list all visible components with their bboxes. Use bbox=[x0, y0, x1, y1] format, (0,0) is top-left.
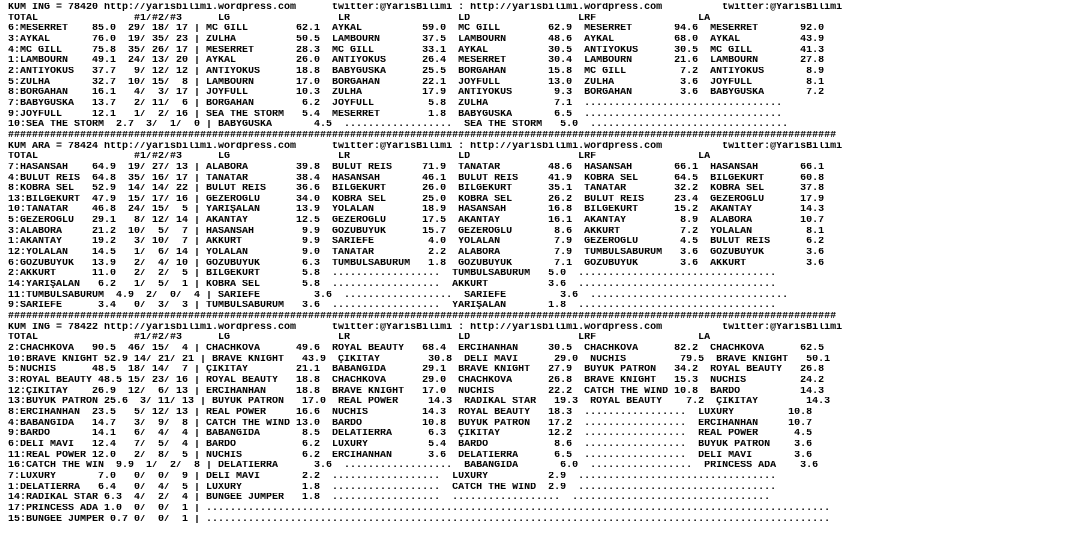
ranking-row: 6:GÖZÜBÜYÜK 13.9 2/ 4/ 10 | GÖZÜBÜYÜK 6.3 TUMBULSABURUM 1.8 GÖZÜBÜYÜK 7.1 GÖZÜBÜYÜK 3.6 AKKURT 3.6 bbox=[8, 258, 825, 269]
ranking-row: 10:SEA THE STORM 2.7 3/ 1/ 0 | BABYGUSKA 4.5 .................. SEA THE STORM 5.0 ................................. bbox=[8, 120, 789, 131]
column-header-line: TOTAL #1/#2/#3 LG LR LD LRF LA bbox=[8, 333, 711, 344]
ranking-row: 9:SARIEFE 3.4 0/ 3/ 3 | TUMBULSABURUM 3.6 .................. YARIŞALAN 1.8 ................................. bbox=[8, 301, 777, 312]
ranking-row: 2:AKKURT 11.0 2/ 2/ 5 | BİLGEKURT 5.8 .................. TUMBULSABURUM 5.0 ................................. bbox=[8, 269, 777, 280]
ranking-row: 3:AYKAL 76.0 19/ 35/ 23 | ZÜLHA 50.5 LAMBOURN 37.5 LAMBOURN 48.6 AYKAL 68.0 AYKAL 43.9 bbox=[8, 34, 825, 45]
ranking-row: 6:DELİ MAVİ 12.4 7/ 5/ 4 | BARDO 6.2 LUXURY 5.4 BARDO 8.6 ................. BÜYÜK PATRON 3.6 bbox=[8, 439, 813, 450]
ranking-row: 13:BİLGEKURT 47.9 15/ 17/ 16 | GEZEROĞLU 34.0 KOBRA SEL 25.0 KOBRA SEL 26.2 BULUT REİS 23.4 GEZEROĞLU 17.9 bbox=[8, 194, 825, 205]
ranking-row: 13:BÜYÜK PATRON 25.6 3/ 11/ 13 | BÜYÜK PATRON 17.0 REAL POWER 14.3 RADIKAL STAR 19.3 ROYAL BEAUTY 7.2 ÇİKİTAY 14.3 bbox=[8, 397, 831, 408]
ranking-row: 11:TUMBULSABURUM 4.9 2/ 0/ 4 | SARIEFE 3.6 .................. SARIEFE 3.6 ................................. bbox=[8, 290, 789, 301]
ranking-row: 6:MESERRET 85.0 29/ 18/ 17 | MC GILL 62.1 AYKAL 59.0 MC GILL 62.9 MESERRET 94.6 MESERRET 92.0 bbox=[8, 24, 825, 35]
ranking-row: 4:MC GILL 75.8 35/ 26/ 17 | MESERRET 28.3 MC GILL 33.1 AYKAL 30.5 ANTIYOKUS 30.5 MC GILL 41.3 bbox=[8, 45, 825, 56]
ranking-row: 8:BORGAHAN 16.1 4/ 3/ 17 | JOYFULL 10.3 ZÜLHA 17.9 ANTIYOKUS 9.3 BORGAHAN 3.6 BABYGUSKA 7.2 bbox=[8, 88, 825, 99]
ranking-row: 12:YOLALAN 14.5 1/ 6/ 14 | YOLALAN 9.0 TANATAR 2.2 ALABORA 7.9 TUMBULSABURUM 3.6 GÖZÜBÜYÜK 3.6 bbox=[8, 248, 825, 259]
ranking-row: 14:YARIŞALAN 6.2 1/ 5/ 1 | KOBRA SEL 5.8 .................. AKKURT 3.6 ................................. bbox=[8, 280, 777, 291]
ranking-row: 10:TANATAR 46.8 24/ 15/ 5 | YARIŞALAN 13.9 YOLALAN 18.9 HASANSAH 16.8 BİLGEKURT 15.2 AKANTAY 14.3 bbox=[8, 205, 825, 216]
ranking-row: 1:LAMBOURN 49.1 24/ 13/ 20 | AYKAL 26.0 ANTIYOKUS 26.4 MESERRET 30.4 LAMBOURN 21.6 LAMBOURN 27.8 bbox=[8, 56, 825, 67]
column-header-line: TOTAL #1/#2/#3 LG LR LD LRF LA bbox=[8, 13, 711, 24]
ranking-row: 5:GEZEROĞLU 29.1 8/ 12/ 14 | AKANTAY 12.5 GEZEROĞLU 17.5 AKANTAY 16.1 AKANTAY 8.9 ALABORA 10.7 bbox=[8, 216, 825, 227]
section-divider: ########################################################################################################################################## bbox=[8, 130, 837, 141]
ranking-row: 17:PRINCESS ADA 1.0 0/ 0/ 1 | ........................................................................................................ bbox=[8, 503, 831, 514]
ranking-row: 8:ERCİHANHAN 23.5 5/ 12/ 13 | REAL POWER 16.6 NUCHIS 14.3 ROYAL BEAUTY 18.3 ................. LUXURY 10.8 bbox=[8, 407, 813, 418]
race-header-line: KUM ARA = 78424 http://yarisbilimi.wordpress.com twitter:@YarisBilimi : http://yarisbilimi.wordpress.com twitter:@YarisBilimi bbox=[8, 141, 843, 152]
ranking-row: 1:DELATIERRA 6.4 0/ 4/ 5 | LUXURY 1.8 .................. CATCH THE WIND 2.9 ................................. bbox=[8, 482, 777, 493]
ranking-row: 9:BARDO 14.1 6/ 4/ 4 | BABANGİDA 8.5 DELATIERRA 6.3 ÇİKİTAY 12.2 ................. REAL POWER 4.5 bbox=[8, 429, 813, 440]
ranking-row: 5:NUCHIS 48.5 18/ 14/ 7 | ÇİKİTAY 21.1 BABANGİDA 29.1 BRAVE KNIGHT 27.9 BÜYÜK PATRON 34.2 ROYAL BEAUTY 26.8 bbox=[8, 365, 825, 376]
race-header-line: KUM ING = 78422 http://yarisbilimi.wordpress.com twitter:@YarisBilimi : http://yarisbilimi.wordpress.com twitter:@YarisBilimi bbox=[8, 322, 843, 333]
ranking-row: 7:HASANSAH 64.9 19/ 27/ 13 | ALABORA 39.8 BULUT REİS 71.9 TANATAR 48.6 HASANSAH 66.1 HASANSAH 66.1 bbox=[8, 162, 825, 173]
ranking-row: 1:AKANTAY 19.2 3/ 10/ 7 | AKKURT 9.9 SARIEFE 4.0 YOLALAN 7.9 GEZEROĞLU 4.5 BULUT REİS 6.2 bbox=[8, 237, 825, 248]
ranking-row: 2:ANTIYOKUS 37.7 9/ 12/ 12 | ANTIYOKUS 18.8 BABYGUSKA 25.5 BORGAHAN 15.8 MC GILL 7.2 ANTIYOKUS 8.9 bbox=[8, 66, 825, 77]
ranking-row: 9:JOYFULL 12.1 1/ 2/ 16 | SEA THE STORM 5.4 MESERRET 1.8 BABYGUSKA 6.5 ................................. bbox=[8, 109, 783, 120]
ranking-row: 10:BRAVE KNIGHT 52.9 14/ 21/ 21 | BRAVE KNIGHT 43.9 ÇİKİTAY 30.8 DELİ MAVİ 29.0 NUCHIS 79.5 BRAVE KNIGHT 50.1 bbox=[8, 354, 831, 365]
ranking-row: 5:ZÜLHA 32.7 10/ 15/ 8 | LAMBOURN 17.0 BORGAHAN 22.1 JOYFULL 13.0 ZÜLHA 3.6 JOYFULL 8.1 bbox=[8, 77, 825, 88]
column-header-line: TOTAL #1/#2/#3 LG LR LD LRF LA bbox=[8, 152, 711, 163]
ranking-row: 4:BULUT REİS 64.8 35/ 16/ 17 | TANATAR 38.4 HASANSAH 46.1 BULUT REİS 41.9 KOBRA SEL 64.5 BİLGEKURT 60.8 bbox=[8, 173, 825, 184]
ranking-row: 4:BABANGİDA 14.7 3/ 9/ 8 | CATCH THE WIND 13.0 BARDO 10.8 BÜYÜK PATRON 17.2 ................. ERCİHANHAN 10.7 bbox=[8, 418, 813, 429]
section-divider: ########################################################################################################################################## bbox=[8, 312, 837, 323]
ranking-row: 7:LUXURY 7.0 0/ 0/ 9 | DELİ MAVİ 2.2 .................. LUXURY 2.9 ................................. bbox=[8, 471, 777, 482]
ranking-row: 7:BABYGUSKA 13.7 2/ 11/ 6 | BORGAHAN 6.2 JOYFULL 5.8 ZÜLHA 7.1 ................................. bbox=[8, 98, 783, 109]
ranking-row: 15:BUNGEE JUMPER 0.7 0/ 0/ 1 | ........................................................................................................ bbox=[8, 514, 831, 525]
ranking-row: 3:ROYAL BEAUTY 48.5 15/ 23/ 16 | ROYAL BEAUTY 18.8 CHACHKOVA 29.0 CHACHKOVA 26.8 BRAVE KNIGHT 15.3 NUCHIS 24.2 bbox=[8, 375, 825, 386]
ranking-row: 2:CHACHKOVA 90.5 46/ 15/ 4 | CHACHKOVA 49.6 ROYAL BEAUTY 68.4 ERCİHANHAN 30.5 CHACHKOVA 82.2 CHACHKOVA 62.5 bbox=[8, 344, 825, 354]
ranking-row: 12:ÇİKİTAY 26.9 12/ 6/ 13 | ERCİHANHAN 18.8 BRAVE KNIGHT 17.0 NUCHIS 22.2 CATCH THE WIND 10.8 BARDO 14.3 bbox=[8, 386, 825, 397]
ranking-row: 16:CATCH THE WIN 9.9 1/ 2/ 8 | DELATIERRA 3.6 .................. BABANGİDA 6.0 ................. PRINCESS ADA 3.6 bbox=[8, 461, 819, 472]
ranking-row: 3:ALABORA 21.2 10/ 5/ 7 | HASANSAH 9.9 GÖZÜBÜYÜK 15.7 GEZEROĞLU 8.6 AKKURT 7.2 YOLALAN 8.1 bbox=[8, 226, 825, 237]
ranking-row: 11:REAL POWER 12.0 2/ 8/ 5 | NUCHIS 6.2 ERCİHANHAN 3.6 DELATIERRA 6.5 ................. DELİ MAVİ 3.6 bbox=[8, 450, 813, 461]
ranking-row: 8:KOBRA SEL 52.9 14/ 14/ 22 | BULUT REİS 36.6 BİLGEKURT 26.0 BİLGEKURT 35.1 TANATAR 32.2 KOBRA SEL 37.8 bbox=[8, 184, 825, 195]
ranking-row: 14:RADIKAL STAR 6.3 4/ 2/ 4 | BUNGEE JUMPER 1.8 .................. .................. ................................. bbox=[8, 493, 771, 504]
race-header-line: KUM ING = 78420 http://yarisbilimi.wordpress.com twitter:@YarisBilimi : http://yarisbilimi.wordpress.com twitter:@YarisBilimi bbox=[8, 3, 843, 13]
